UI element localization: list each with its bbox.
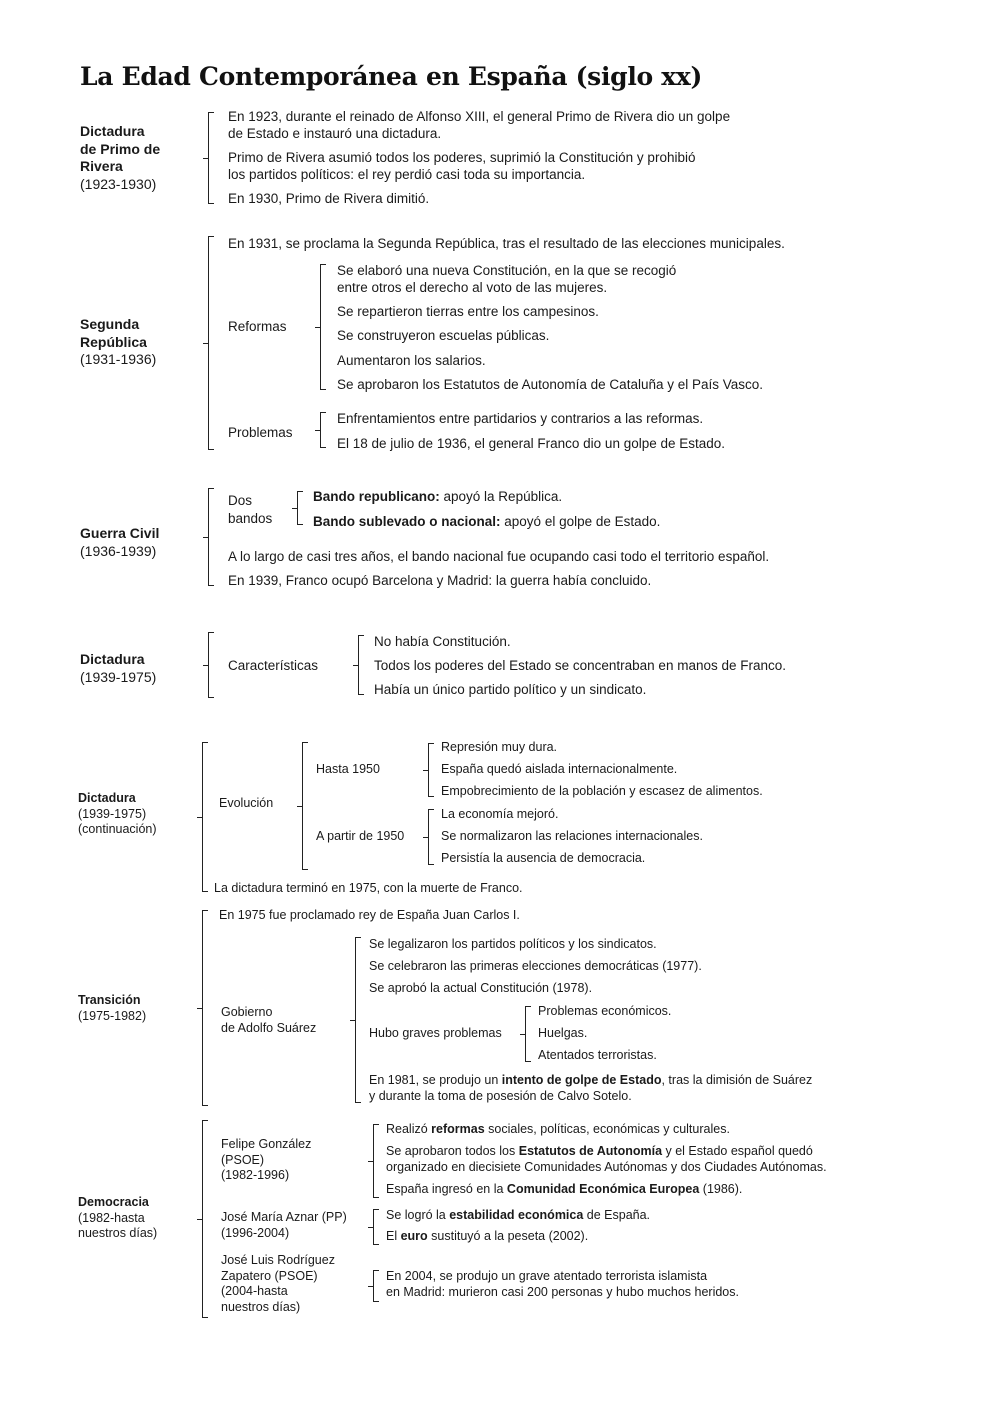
text: El <box>386 1229 401 1243</box>
sub-label-gobierno-suarez <box>221 1005 316 1036</box>
list-item <box>313 488 562 505</box>
section-intro: En 1931, se proclama la Segunda República, tras el resultado de las elecciones municipales. <box>228 236 785 251</box>
section-label-segunda-republica <box>80 316 156 369</box>
list-item: Se construyeron escuelas públicas. <box>337 328 550 343</box>
text-line: (1982-1996) <box>221 1168 290 1182</box>
section-dates: (1923-1930) <box>80 175 157 192</box>
list-item: No había Constitución. <box>374 634 511 649</box>
sub-brace <box>373 1270 382 1302</box>
sub-brace <box>428 809 437 865</box>
section-label-line: Rivera <box>80 158 123 174</box>
section-label-line: Guerra Civil <box>80 525 160 541</box>
text: Se aprobaron todos los <box>386 1144 519 1158</box>
text: (1986). <box>699 1182 743 1196</box>
sub-brace <box>320 264 329 390</box>
section-label-line: Transición <box>78 993 141 1007</box>
section-label-line: Dictadura <box>80 123 145 139</box>
section-label-line: República <box>80 333 147 350</box>
text-line: Gobierno <box>221 1005 273 1019</box>
text-line: Dos <box>228 493 253 508</box>
list-item <box>228 108 730 142</box>
text-line: y durante la toma de posesión de Calvo Sotelo. <box>369 1088 632 1103</box>
section-label-primo-de-rivera <box>80 123 160 193</box>
text-line: Primo de Rivera asumió todos los poderes, suprimió la Constitución y prohibió <box>228 150 696 165</box>
section-brace <box>208 112 217 204</box>
bold-text: euro <box>400 1229 428 1243</box>
list-item <box>228 149 695 183</box>
sub-label-problemas: Problemas <box>228 425 293 440</box>
section-brace <box>208 632 217 698</box>
list-item <box>386 1144 827 1175</box>
list-item: Represión muy dura. <box>441 740 558 754</box>
list-item: Empobrecimiento de la población y escasez de alimentos. <box>441 784 763 798</box>
list-item: Problemas económicos. <box>538 1004 672 1018</box>
list-item <box>369 1073 812 1104</box>
section-dates: (1982-hasta <box>78 1210 145 1225</box>
sub-label-jose-maria-aznar <box>221 1210 347 1241</box>
section-dates: (1939-1975) <box>80 668 157 685</box>
section-label-democracia <box>78 1195 157 1242</box>
sub-brace <box>297 491 306 525</box>
sub-brace <box>320 412 329 448</box>
sub-label-caracteristicas: Características <box>228 658 319 673</box>
section-label-line: Dictadura <box>80 651 145 667</box>
list-item: Todos los poderes del Estado se concentraban en manos de Franco. <box>374 658 787 673</box>
list-item: En 1930, Primo de Rivera dimitió. <box>228 191 430 206</box>
sub-label-dos-bandos <box>228 492 272 528</box>
bold-text: Bando sublevado o nacional: <box>313 514 501 529</box>
list-item <box>386 1229 588 1245</box>
list-item: España quedó aislada internacionalmente. <box>441 762 678 776</box>
text: Realizó <box>386 1122 432 1136</box>
bold-text: intento de golpe de Estado <box>501 1073 662 1087</box>
text-line: (2004-hasta <box>221 1284 288 1298</box>
list-item: Persistía la ausencia de democracia. <box>441 851 646 865</box>
text-line: en Madrid: murieron casi 200 personas y hubo muchos heridos. <box>386 1284 739 1299</box>
list-item <box>386 1182 742 1198</box>
sub-brace <box>373 1124 382 1198</box>
section-label-transicion <box>78 993 146 1024</box>
text-line: (1996-2004) <box>221 1225 290 1240</box>
list-item <box>313 513 660 530</box>
section-label-line: Dictadura <box>78 791 136 805</box>
text-line: En 1923, durante el reinado de Alfonso XIII, el general Primo de Rivera dio un golpe <box>228 109 731 124</box>
list-item: Se celebraron las primeras elecciones democráticas (1977). <box>369 959 702 973</box>
section-brace <box>202 910 211 1106</box>
sub-label-hasta-1950: Hasta 1950 <box>316 762 380 776</box>
text: de España. <box>583 1208 651 1222</box>
section-label-line: Segunda <box>80 316 140 332</box>
section-continuation: (continuación) <box>78 822 157 836</box>
text-line: (PSOE) <box>221 1152 265 1167</box>
sub-brace <box>525 1006 534 1062</box>
list-item: La economía mejoró. <box>441 807 559 821</box>
text-line: Zapatero (PSOE) <box>221 1268 318 1283</box>
text-line: de Estado e instauró una dictadura. <box>228 126 442 141</box>
text-line: José Luis Rodríguez <box>221 1253 335 1267</box>
sub-brace <box>358 635 367 695</box>
list-item <box>337 262 676 296</box>
section-dates: (1931-1936) <box>80 351 157 367</box>
section-label-dictadura-continuacion <box>78 791 157 838</box>
text: apoyó la República. <box>439 489 563 504</box>
sub-brace <box>428 743 437 797</box>
list-item: Aumentaron los salarios. <box>337 353 486 368</box>
list-item: Enfrentamientos entre partidarios y contrarios a las reformas. <box>337 411 704 426</box>
text-line: organizado en diecisiete Comunidades Autónomas y dos Ciudades Autónomas. <box>386 1159 827 1174</box>
text-line: nuestros días) <box>221 1299 301 1314</box>
section-label-line: de Primo de <box>80 140 161 157</box>
section-dates: (1936-1939) <box>80 542 157 559</box>
sub-label-zapatero <box>221 1253 335 1315</box>
section-dates: (1939-1975) <box>78 806 147 821</box>
bold-text: Estatutos de Autonomía <box>518 1144 663 1158</box>
bold-text: reformas <box>431 1122 485 1136</box>
sub-label-evolucion: Evolución <box>219 796 274 810</box>
text: y el Estado español quedó <box>662 1144 813 1158</box>
text-line: bandos <box>228 511 273 526</box>
text: Se logró la <box>386 1208 450 1222</box>
sub-label-reformas: Reformas <box>228 319 287 334</box>
bold-text: Bando republicano: <box>313 489 440 504</box>
section-label-guerra-civil <box>80 525 159 560</box>
sub-label-graves-problemas: Hubo graves problemas <box>369 1026 502 1040</box>
section-brace <box>202 1120 211 1318</box>
list-item: Se repartieron tierras entre los campesinos. <box>337 304 599 319</box>
list-item: Se normalizaron las relaciones internacionales. <box>441 829 703 843</box>
text: España ingresó en la <box>386 1182 507 1196</box>
section-label-dictadura <box>80 651 156 686</box>
text-line: de Adolfo Suárez <box>221 1020 317 1035</box>
section-brace <box>208 488 217 586</box>
sub-brace <box>373 1209 382 1245</box>
text: sustituyó a la peseta (2002). <box>427 1229 589 1243</box>
text: apoyó el golpe de Estado. <box>500 514 661 529</box>
bold-text: Comunidad Económica Europea <box>506 1182 700 1196</box>
list-item <box>386 1269 739 1300</box>
list-item: Se aprobaron los Estatutos de Autonomía de Cataluña y el País Vasco. <box>337 377 764 392</box>
section-dates: nuestros días) <box>78 1226 158 1240</box>
page-title: La Edad Contemporánea en España (siglo xx) <box>80 62 703 91</box>
sub-label-felipe-gonzalez <box>221 1137 311 1184</box>
list-item <box>386 1208 650 1224</box>
text-line: Felipe González <box>221 1137 312 1151</box>
text-line: José María Aznar (PP) <box>221 1210 347 1224</box>
list-item: Se aprobó la actual Constitución (1978). <box>369 981 593 995</box>
list-item: Se legalizaron los partidos políticos y los sindicatos. <box>369 937 657 951</box>
list-item: Atentados terroristas. <box>538 1048 657 1062</box>
section-label-line: Democracia <box>78 1195 149 1209</box>
list-item: A lo largo de casi tres años, el bando nacional fue ocupando casi todo el territorio español. <box>228 549 770 564</box>
text-line: En 2004, se produjo un grave atentado terrorista islamista <box>386 1269 708 1283</box>
list-item: En 1939, Franco ocupó Barcelona y Madrid: la guerra había concluido. <box>228 573 652 588</box>
sub-brace <box>302 742 311 870</box>
text: En 1981, se produjo un <box>369 1073 502 1087</box>
sub-label-a-partir-de-1950: A partir de 1950 <box>316 829 405 843</box>
list-item: Había un único partido político y un sindicato. <box>374 682 647 697</box>
bold-text: estabilidad económica <box>449 1208 584 1222</box>
text: , tras la dimisión de Suárez <box>661 1073 813 1087</box>
section-intro: En 1975 fue proclamado rey de España Juan Carlos I. <box>219 908 520 922</box>
sub-brace <box>355 937 364 1103</box>
text-line: entre otros el derecho al voto de las mujeres. <box>337 280 608 295</box>
section-dates: (1975-1982) <box>78 1008 147 1023</box>
text-line: los partidos políticos: el rey perdió casi toda su importancia. <box>228 167 586 182</box>
list-item: El 18 de julio de 1936, el general Franco dio un golpe de Estado. <box>337 436 726 451</box>
section-brace <box>208 236 217 450</box>
text-line: Se elaboró una nueva Constitución, en la que se recogió <box>337 263 677 278</box>
text: sociales, políticas, económicas y culturales. <box>484 1122 730 1136</box>
section-closing: La dictadura terminó en 1975, con la muerte de Franco. <box>214 881 523 895</box>
section-brace <box>202 742 211 892</box>
list-item: Huelgas. <box>538 1026 588 1040</box>
list-item <box>386 1122 730 1138</box>
